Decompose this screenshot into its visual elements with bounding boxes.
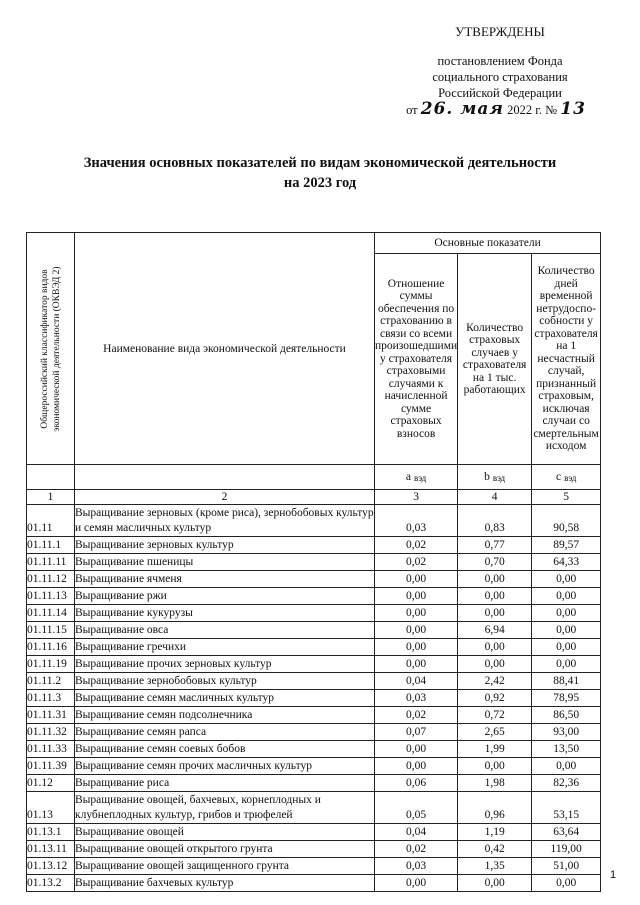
column-number-4: 4: [458, 490, 532, 505]
value-c: 53,15: [532, 792, 601, 824]
activity-name: Выращивание овощей защищенного грунта: [75, 858, 375, 875]
okved-code: 01.11: [27, 505, 75, 537]
value-a: 0,06: [375, 775, 458, 792]
value-c: 0,00: [532, 656, 601, 673]
value-a: 0,02: [375, 537, 458, 554]
okved-code: 01.13.2: [27, 875, 75, 892]
indicators-table: [26, 232, 601, 892]
approval-heading: УТВЕРЖДЕНЫ: [455, 24, 545, 39]
activity-name: Выращивание риса: [75, 775, 375, 792]
value-a: 0,00: [375, 758, 458, 775]
okved-code: 01.11.1: [27, 537, 75, 554]
okved-code: 01.11.14: [27, 605, 75, 622]
title-line-2: на 2023 год: [283, 175, 357, 191]
value-b: 1,35: [458, 858, 532, 875]
value-a: 0,03: [375, 690, 458, 707]
value-b: 0,72: [458, 707, 532, 724]
approval-date-line: [392, 101, 600, 118]
page-number: 1: [610, 869, 617, 881]
value-c: 0,00: [532, 758, 601, 775]
symbol-a: a $_{вэд}$: [375, 465, 458, 490]
value-a: 0,02: [375, 707, 458, 724]
value-b: 0,70: [458, 554, 532, 571]
symbol-empty-1: [27, 465, 75, 490]
table-row: [27, 605, 601, 622]
value-c: 0,00: [532, 875, 601, 892]
column-number-5: 5: [532, 490, 601, 505]
table-row: [27, 875, 601, 892]
value-c: 0,00: [532, 588, 601, 605]
table-row: [27, 775, 601, 792]
activity-name: Выращивание бахчевых культур: [75, 875, 375, 892]
okved-code: 01.11.12: [27, 571, 75, 588]
table-row: [27, 588, 601, 605]
value-c: 64,33: [532, 554, 601, 571]
okved-code: 01.13.11: [27, 841, 75, 858]
date-prefix: от: [406, 103, 418, 117]
table-row: [27, 841, 601, 858]
okved-code: 01.11.19: [27, 656, 75, 673]
value-b: 0,00: [458, 588, 532, 605]
activity-name: Выращивание кукурузы: [75, 605, 375, 622]
value-a: 0,00: [375, 639, 458, 656]
activity-name: Выращивание овощей открытого грунта: [75, 841, 375, 858]
activity-name: Выращивание овощей, бахчевых, корнеплодных и клубнеплодных культур, грибов и трюфелей: [75, 792, 375, 824]
value-b: 0,96: [458, 792, 532, 824]
table-row: [27, 537, 601, 554]
table-row: [27, 639, 601, 656]
value-b: 0,00: [458, 758, 532, 775]
document-title: [30, 153, 610, 193]
activity-name: Выращивание прочих зерновых культур: [75, 656, 375, 673]
okved-code: 01.13.12: [27, 858, 75, 875]
okved-code: 01.13.1: [27, 824, 75, 841]
table-row: [27, 858, 601, 875]
okved-code: 01.11.3: [27, 690, 75, 707]
value-c: 93,00: [532, 724, 601, 741]
approval-line-3: Российской Федерации: [438, 86, 562, 100]
okved-code: 01.11.39: [27, 758, 75, 775]
activity-name: Выращивание семян рапса: [75, 724, 375, 741]
value-a: 0,04: [375, 824, 458, 841]
symbol-empty-2: [75, 465, 375, 490]
value-b: 0,00: [458, 875, 532, 892]
symbol-b: b $_{вэд}$: [458, 465, 532, 490]
okved-code: 01.11.2: [27, 673, 75, 690]
activity-name: Выращивание зернобобовых культур: [75, 673, 375, 690]
table-row: [27, 824, 601, 841]
value-c: 82,36: [532, 775, 601, 792]
value-c: 51,00: [532, 858, 601, 875]
value-a: 0,00: [375, 656, 458, 673]
value-b: 0,00: [458, 656, 532, 673]
okved-code: 01.11.15: [27, 622, 75, 639]
activity-name: Выращивание пшеницы: [75, 554, 375, 571]
value-b: 0,42: [458, 841, 532, 858]
approval-stamp: [400, 24, 600, 118]
activity-name: Выращивание семян масличных культур: [75, 690, 375, 707]
value-c: 0,00: [532, 639, 601, 656]
value-a: 0,03: [375, 505, 458, 537]
activity-name: Выращивание семян прочих масличных культур: [75, 758, 375, 775]
header-col-b: Количество страховых случаев у страхователя на 1 тыс. работающих: [458, 254, 532, 465]
column-number-3: 3: [375, 490, 458, 505]
column-number-2: 2: [75, 490, 375, 505]
value-b: 0,83: [458, 505, 532, 537]
okved-code: 01.11.32: [27, 724, 75, 741]
value-a: 0,02: [375, 554, 458, 571]
okved-code: 01.11.13: [27, 588, 75, 605]
value-c: 0,00: [532, 605, 601, 622]
okved-code: 01.13: [27, 792, 75, 824]
title-line-1: Значения основных показателей по видам экономической деятельности: [83, 155, 557, 171]
okved-code: 01.12: [27, 775, 75, 792]
value-a: 0,05: [375, 792, 458, 824]
handwritten-number: 13: [560, 99, 586, 119]
table-row: [27, 707, 601, 724]
value-c: 86,50: [532, 707, 601, 724]
table-row: [27, 758, 601, 775]
header-activity-name: Наименование вида экономической деятельности: [75, 233, 375, 465]
value-b: 0,92: [458, 690, 532, 707]
value-b: 2,42: [458, 673, 532, 690]
activity-name: Выращивание ржи: [75, 588, 375, 605]
value-a: 0,00: [375, 741, 458, 758]
value-c: 63,64: [532, 824, 601, 841]
header-okved: Общероссийский классификатор видов экономической деятельности (ОКВЭД 2): [27, 233, 75, 465]
value-a: 0,04: [375, 673, 458, 690]
value-b: 2,65: [458, 724, 532, 741]
value-a: 0,02: [375, 841, 458, 858]
value-a: 0,00: [375, 605, 458, 622]
value-c: 0,00: [532, 622, 601, 639]
value-b: 6,94: [458, 622, 532, 639]
value-c: 13,50: [532, 741, 601, 758]
table-row: [27, 622, 601, 639]
value-c: 0,00: [532, 571, 601, 588]
okved-code: 01.11.33: [27, 741, 75, 758]
value-a: 0,03: [375, 858, 458, 875]
value-c: 78,95: [532, 690, 601, 707]
table-row: [27, 690, 601, 707]
value-c: 88,41: [532, 673, 601, 690]
table-row: [27, 554, 601, 571]
approval-line-1: постановлением Фонда: [437, 54, 563, 68]
activity-name: Выращивание ячменя: [75, 571, 375, 588]
date-year: 2022 г. №: [507, 103, 558, 117]
value-c: 90,58: [532, 505, 601, 537]
symbol-c: c $_{вэд}$: [532, 465, 601, 490]
activity-name: Выращивание овса: [75, 622, 375, 639]
column-number-1: 1: [27, 490, 75, 505]
header-col-a: Отношение суммы обеспечения по страхованию в связи со всеми произошедшими у страхователя страховыми случаями к начисленной сумме страховых взносов: [375, 254, 458, 465]
activity-name: Выращивание зерновых культур: [75, 537, 375, 554]
activity-name: Выращивание гречихи: [75, 639, 375, 656]
activity-name: Выращивание семян подсолнечника: [75, 707, 375, 724]
header-main-indicators: Основные показатели: [375, 233, 601, 254]
header-col-c: Количество дней временной нетрудоспо-собности у страхователя на 1 несчастный случай, признанный страховым, исключая случаи со смертельным исходом: [532, 254, 601, 465]
okved-code: 01.11.11: [27, 554, 75, 571]
value-a: 0,00: [375, 875, 458, 892]
activity-name: Выращивание зерновых (кроме риса), зернобобовых культур и семян масличных культур: [75, 505, 375, 537]
value-c: 119,00: [532, 841, 601, 858]
value-b: 1,98: [458, 775, 532, 792]
value-b: 0,00: [458, 639, 532, 656]
table-row: [27, 741, 601, 758]
value-b: 0,77: [458, 537, 532, 554]
approval-line-2: социального страхования: [432, 70, 568, 84]
okved-code: 01.11.16: [27, 639, 75, 656]
table-row: [27, 792, 601, 824]
table-row: [27, 505, 601, 537]
value-a: 0,07: [375, 724, 458, 741]
activity-name: Выращивание овощей: [75, 824, 375, 841]
value-b: 0,00: [458, 605, 532, 622]
table-row: [27, 673, 601, 690]
value-b: 0,00: [458, 571, 532, 588]
value-a: 0,00: [375, 622, 458, 639]
handwritten-date: 26. мая: [420, 99, 504, 119]
okved-code: 01.11.31: [27, 707, 75, 724]
value-c: 89,57: [532, 537, 601, 554]
value-a: 0,00: [375, 588, 458, 605]
table-row: [27, 571, 601, 588]
value-b: 1,19: [458, 824, 532, 841]
activity-name: Выращивание семян соевых бобов: [75, 741, 375, 758]
table-row: [27, 656, 601, 673]
value-a: 0,00: [375, 571, 458, 588]
table-row: [27, 724, 601, 741]
value-b: 1,99: [458, 741, 532, 758]
